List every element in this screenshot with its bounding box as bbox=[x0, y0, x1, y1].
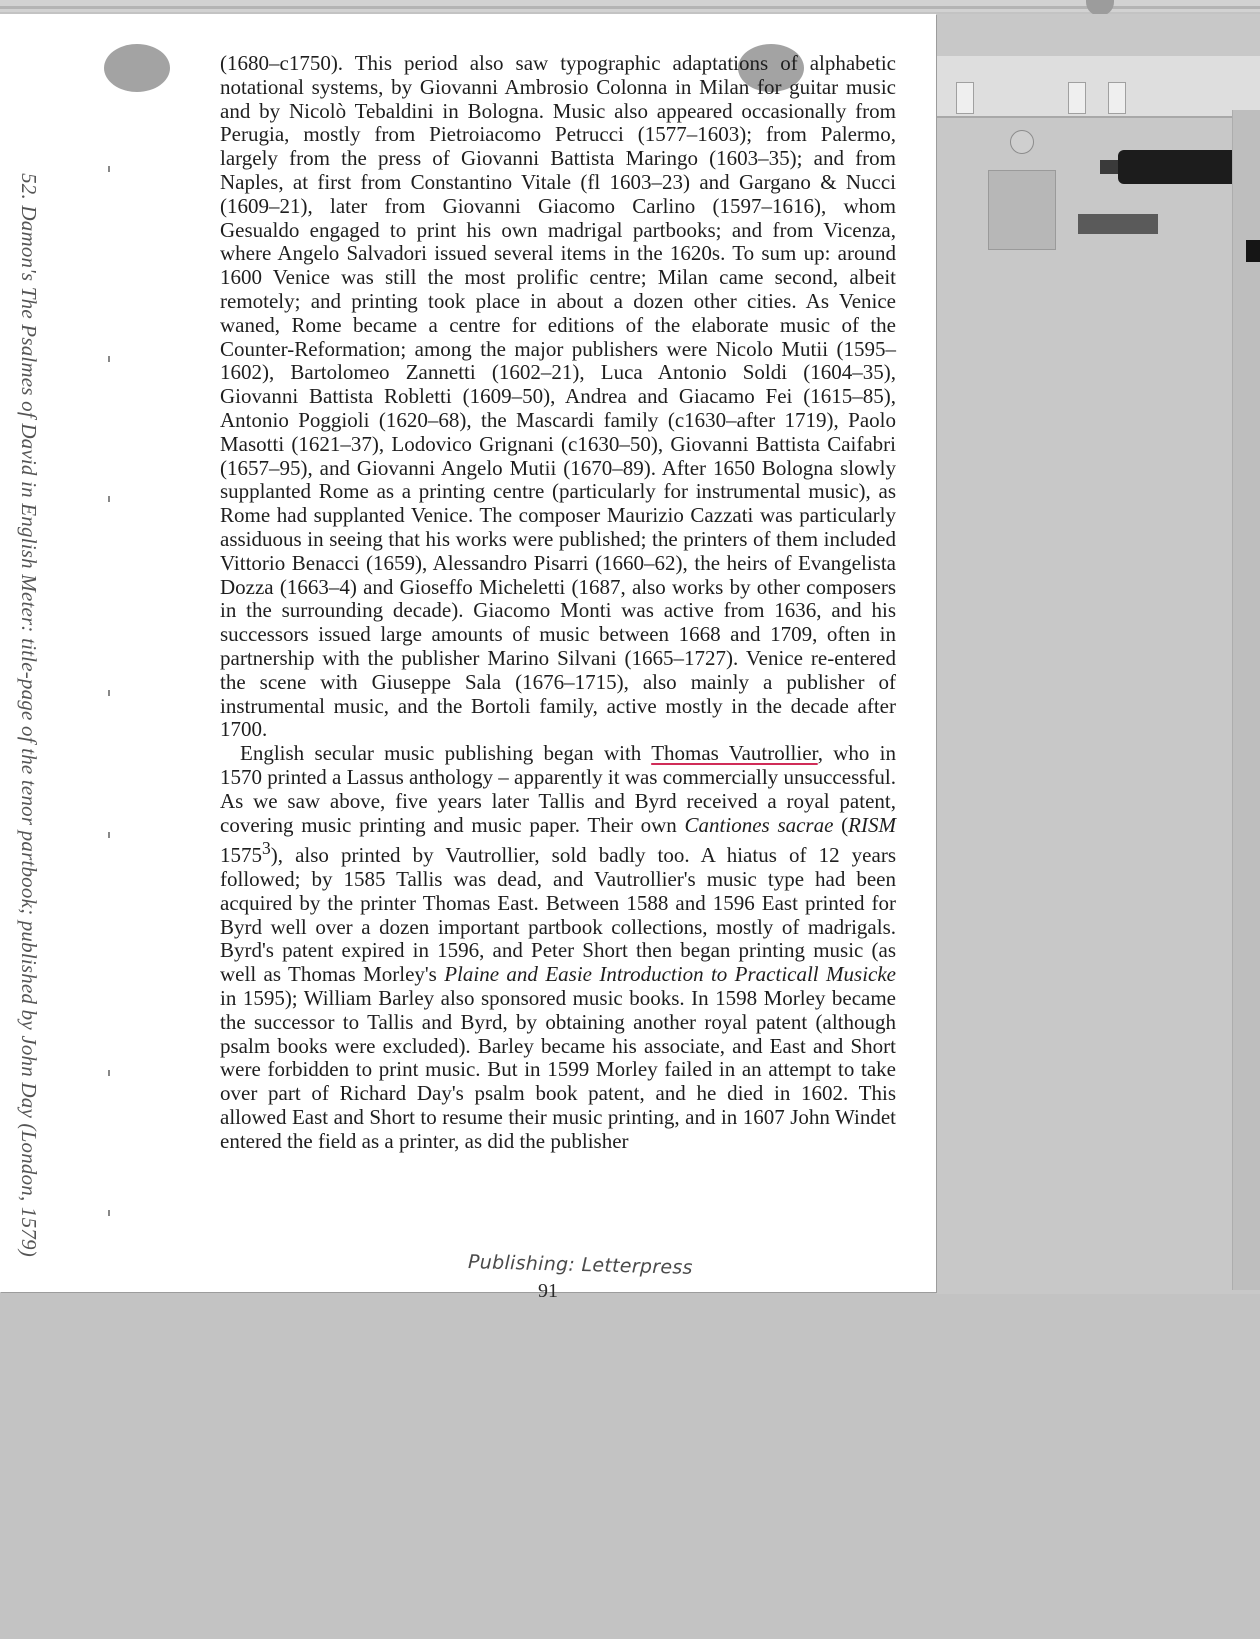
margin-mark bbox=[108, 496, 110, 502]
scanner-tray bbox=[936, 14, 1260, 1294]
p2-after-link: , who in 1570 printed a Lassus anthology – apparently it was commercially unsuccessful. As we saw above, five years later Tallis and Byrd received a royal patent, covering music printing and music paper. Their own bbox=[220, 741, 896, 837]
italic-title: Cantiones sacrae bbox=[684, 812, 834, 837]
tray-dark-strip bbox=[1078, 214, 1158, 234]
italic-rism: RISM bbox=[848, 812, 896, 837]
p2-year: 1575 bbox=[220, 843, 262, 868]
page-number: 91 bbox=[538, 1280, 558, 1302]
italic-title-morley: Plaine and Easie Introduction to Practicall Musicke bbox=[444, 962, 896, 987]
tray-hole bbox=[1010, 130, 1034, 154]
p2-middle: ), also printed by Vautrollier, sold badly too. A hiatus of 12 years followed; by 1585 Tallis was dead, and Vautrollier's music type had been acquired by the printer Thomas East. Between 1588 and 1596 East printed for Byrd well over a dozen important partbook collections, mostly of madrigals. Byrd's patent expired in 1596, and Peter Short then began printing music (as well as Thomas Morley's bbox=[220, 843, 896, 987]
punch-hole bbox=[104, 44, 170, 92]
margin-mark bbox=[108, 690, 110, 696]
paragraph-1: (1680–c1750). This period also saw typographic adaptations of alphabetic notational systems, by Giovanni Ambrosio Colonna in Milan for guitar music and by Nicolò Tebaldini in Bologna. Music also appeared occasionally from Perugia, mostly from Pietroiacomo Petrucci (1577–1603); from Palermo, largely from the press of Giovanni Battista Maringo (1603–35); and from Naples, at first from Constantino Vitale (fl 1603–23) and Gargano & Nucci (1609–21), later from Giovanni Giacomo Carlino (1597–1616), whom Gesualdo engaged to print his own madrigal partbooks; and from Vicenza, where Angelo Salvadori issued several items in the 1620s. To sum up: around 1600 Venice was still the most prolific centre; Milan came second, albeit remotely; and printing took place in about a dozen other cities. As Venice waned, Rome became a centre for editions of the elaborate music of the Counter-Reformation; among the major publishers were Nicolo Mutii (1595–1602), Bartolomeo Zannetti (1602–21), Luca Antonio Soldi (1604–35), Giovanni Battista Robletti (1609–50), Andrea and Giacamo Fei (1615–85), Antonio Poggioli (1620–68), the Mascardi family (c1630–after 1719), Paolo Masotti (1621–37), Lodovico Grignani (c1630–50), Giovanni Battista Caifabri (1657–95), and Giovanni Angelo Mutii (1670–89). After 1650 Bologna slowly supplanted Rome as a printing centre (particularly for instrumental music), as Rome had supplanted Venice. The composer Maurizio Cazzati was particularly assiduous in seeing that his works were published; the printers of them included Vittorio Benacci (1659), Alessandro Pisarri (1660–62), the heirs of Evangelista Dozza (1663–4) and Gioseffo Micheletti (1687, also works by other composers in the surrounding decade). Giacomo Monti was active from 1636, and his successors issued large amounts of music between 1668 and 1709, often in partnership with the publisher Marino Silvani (1665–1727). Venice re-entered the scene with Giuseppe Sala (1676–1715), also mainly a publisher of instrumental music, and the Bortoli family, active mostly in the decade after 1700. bbox=[220, 51, 896, 742]
scanner-rail bbox=[0, 6, 1260, 9]
tray-slot bbox=[1108, 82, 1126, 114]
margin-mark bbox=[108, 1070, 110, 1076]
scanned-page bbox=[0, 14, 936, 1302]
margin-mark bbox=[108, 1210, 110, 1216]
scanner-tray-lip bbox=[936, 56, 1260, 118]
superscript: 3 bbox=[262, 838, 271, 859]
paragraph-2 bbox=[220, 742, 896, 1154]
handwritten-note: Publishing: Letterpress bbox=[467, 1251, 694, 1279]
p2-end: in 1595); William Barley also sponsored music books. In 1598 Morley became the successor to Tallis and Byrd, by obtaining another royal patent (although psalm books were excluded). Barley became his associate, and East and Short were forbidden to print music. But in 1599 Morley failed in an attempt to take over part of Richard Day's psalm book patent, and he died in 1602. This allowed East and Short to resume their music printing, and in 1607 John Windet entered the field as a printer, as did the publisher bbox=[220, 986, 896, 1153]
underlined-name: Thomas Vautrollier bbox=[651, 741, 818, 766]
tray-side-rail bbox=[1232, 110, 1260, 1290]
margin-mark bbox=[108, 356, 110, 362]
tray-roller bbox=[1118, 150, 1238, 184]
tray-slot bbox=[1068, 82, 1086, 114]
margin-mark bbox=[108, 166, 110, 172]
margin-mark bbox=[108, 832, 110, 838]
tray-tab bbox=[1246, 240, 1260, 262]
tray-block bbox=[988, 170, 1056, 250]
p2-start: English secular music publishing began with bbox=[240, 741, 652, 766]
p2-open-paren: ( bbox=[833, 812, 849, 837]
spine-caption: 52. Damon's The Psalmes of David in English Meter: title-page of the tenor partbook; published by John Day (London, 1579) bbox=[17, 173, 41, 1257]
tray-slot bbox=[956, 82, 974, 114]
article-body bbox=[220, 52, 896, 1154]
